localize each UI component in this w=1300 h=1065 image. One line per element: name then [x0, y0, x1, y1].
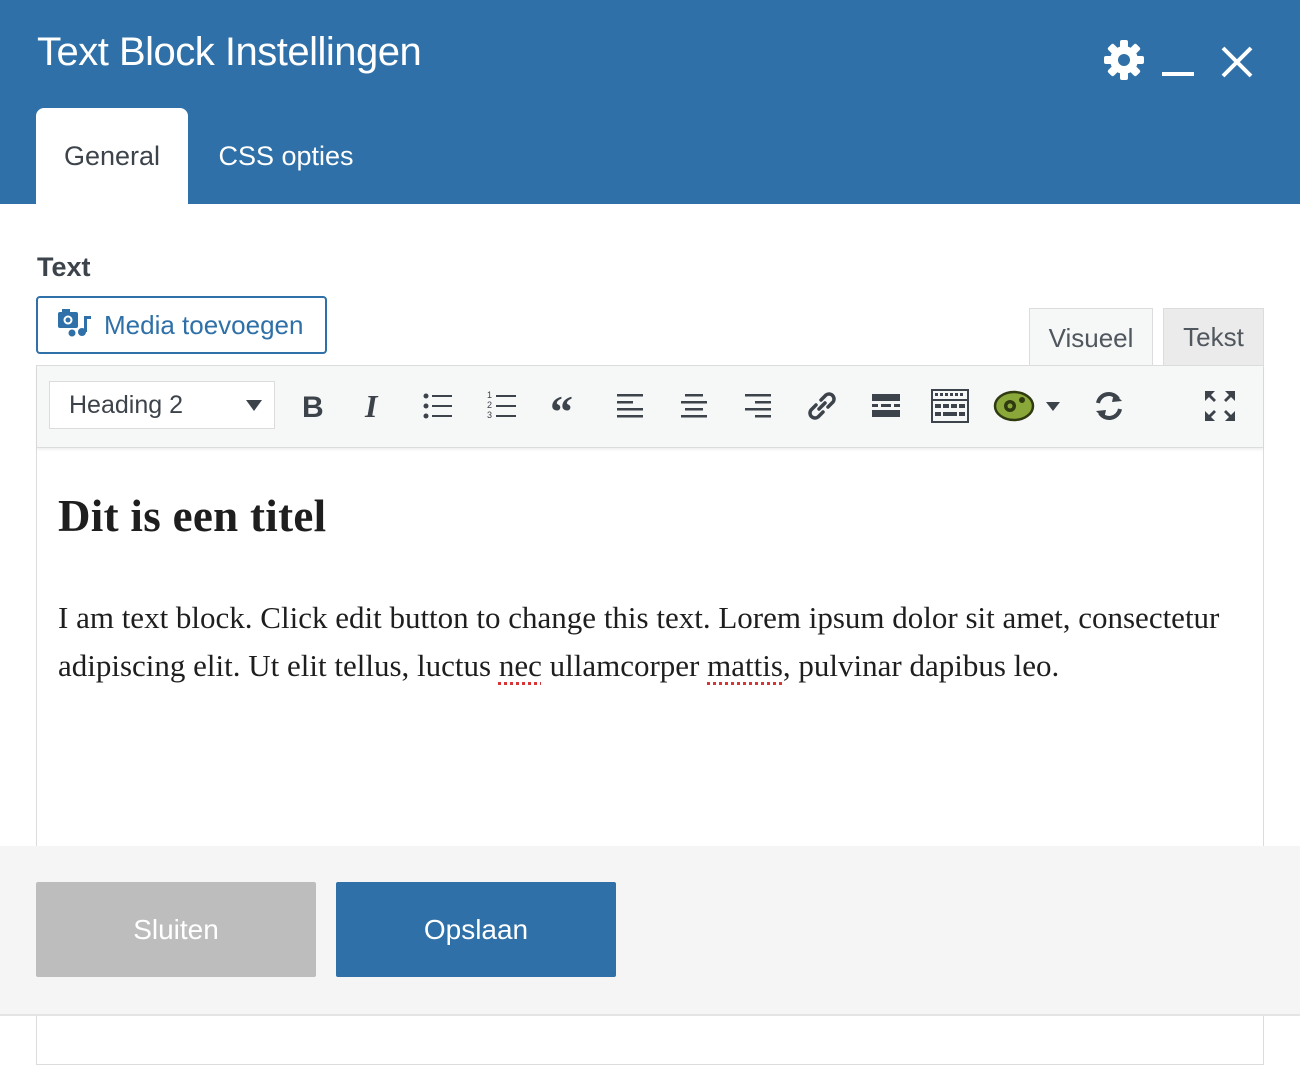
blockquote-icon[interactable] — [547, 386, 587, 426]
editor-toolbar — [37, 366, 1263, 448]
align-center-icon[interactable] — [674, 386, 714, 426]
svg-text:“: “ — [550, 391, 573, 421]
paragraph-text: , pulvinar dapibus leo. — [782, 648, 1060, 683]
svg-text:3: 3 — [487, 410, 493, 420]
modal-header — [0, 0, 1300, 204]
bold-icon[interactable] — [291, 386, 331, 426]
read-more-icon[interactable] — [866, 386, 906, 426]
align-left-icon[interactable] — [610, 386, 650, 426]
bullet-list-icon[interactable] — [418, 386, 458, 426]
svg-text:I: I — [365, 391, 378, 421]
minimize-icon[interactable] — [1160, 56, 1196, 85]
svg-text:B: B — [302, 391, 324, 421]
paragraph-text: ullamcorper — [541, 648, 708, 683]
save-button[interactable]: Opslaan — [336, 882, 616, 977]
content-paragraph — [58, 594, 1238, 690]
add-media-button[interactable] — [36, 296, 327, 354]
spelling-error-word: nec — [498, 648, 542, 683]
toolbar-toggle-icon[interactable] — [930, 386, 970, 426]
numbered-list-icon[interactable] — [482, 386, 522, 426]
gear-icon[interactable] — [1102, 38, 1146, 87]
dropdown-arrow-icon[interactable] — [1037, 386, 1069, 426]
chevron-down-icon — [246, 400, 262, 411]
tab-general[interactable]: General — [36, 108, 188, 204]
tab-visual-mode[interactable]: Visueel — [1029, 308, 1153, 367]
close-icon[interactable] — [1219, 44, 1255, 85]
add-media-icon — [38, 306, 104, 345]
modal-footer — [0, 846, 1300, 1016]
add-media-label: Media toevoegen — [104, 309, 304, 340]
fullscreen-icon[interactable] — [1200, 386, 1240, 426]
content-heading: Dit is een titel — [58, 491, 327, 541]
tab-text-mode[interactable]: Tekst — [1163, 308, 1264, 366]
link-icon[interactable] — [802, 386, 842, 426]
align-right-icon[interactable] — [738, 386, 778, 426]
svg-text:2: 2 — [487, 400, 493, 410]
close-button[interactable]: Sluiten — [36, 882, 316, 977]
format-select-value: Heading 2 — [69, 390, 183, 419]
tab-css-options[interactable]: CSS opties — [218, 140, 354, 171]
paragraph-text: I am text block. Click edit button to change this text. Lorem ipsum dolor sit amet, consectetur adipiscing elit. Ut elit tellus, luctus — [58, 600, 1220, 683]
refresh-icon[interactable] — [1089, 386, 1129, 426]
italic-icon[interactable] — [353, 386, 393, 426]
plugin-icon[interactable] — [992, 386, 1036, 426]
modal-title: Text Block Instellingen — [37, 30, 422, 74]
editor-content[interactable] — [58, 490, 1238, 690]
field-label-text: Text — [37, 252, 91, 282]
format-select[interactable] — [49, 381, 275, 429]
svg-text:1: 1 — [487, 390, 493, 400]
spelling-error-word: mattis — [707, 648, 783, 683]
